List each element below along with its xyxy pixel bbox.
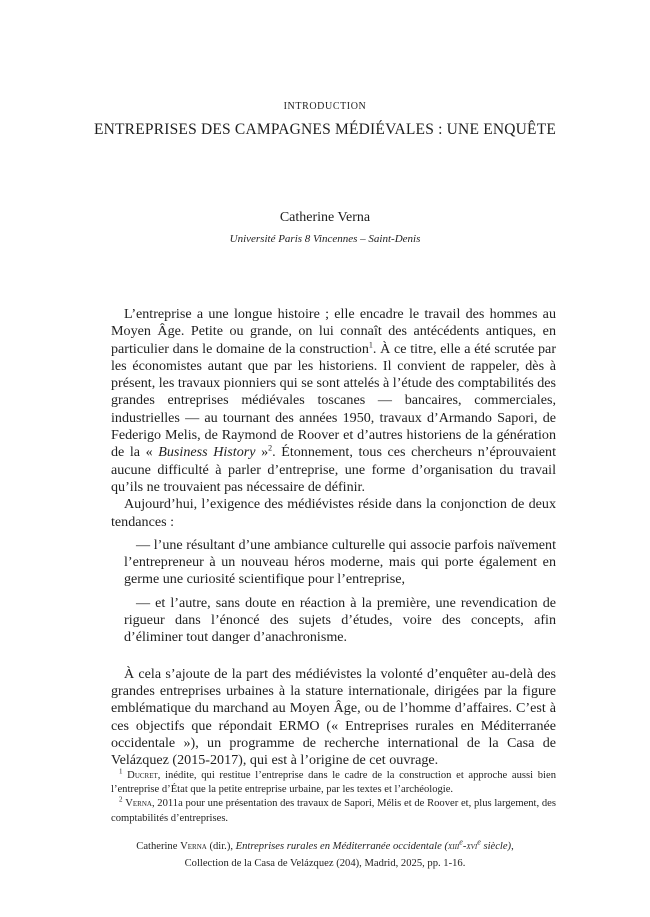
- paragraph-1-part-b: . À ce titre, elle a été scrutée par les économistes autant que par les historiens. Il convient de rappeler, dès à présent, les travaux pionniers qui se sont attelés à l’étude des comptabilités des grandes entreprises médiévales toscanes — bancaires, commerciales, industrielles — au tournant des années 1950, travaux d’Armando Sapori, de Federigo Melis, de Raymond de Roover et d’autres historiens de la génération de la «: [111, 340, 557, 461]
- paragraph-1: [111, 306, 556, 496]
- section-kicker: INTRODUCTION: [283, 101, 367, 112]
- dash-item-2: — et l’autre, sans doute en réaction à la première, une revendication de rigueur dans l’énoncé des sujets d’études, voire des concepts, afin d’éliminer tout danger d’anachronisme.: [124, 594, 556, 646]
- footer-century-end-sup: e: [477, 837, 481, 847]
- paragraph-1-part-c: »: [255, 444, 269, 461]
- footer-editor-first: Catherine: [136, 841, 181, 852]
- footnote-2-text: , 2011a pour une présentation des travaux de Sapori, Mélis et de Roover et, plus largement, des comptabilités d’entreprises.: [111, 798, 556, 824]
- footnote-1-number: 1: [119, 767, 123, 776]
- footer-editor-last: Verna: [180, 841, 207, 852]
- main-text: [111, 306, 556, 769]
- footnote-2-author: Verna: [125, 798, 152, 810]
- footnote-2: [111, 797, 556, 825]
- dash-item-1: — l’une résultant d’une ambiance culturelle qui associe parfois naïvement l’entrepreneur à un nouveau héros moderne, mais qui porte également en germe une curiosité scientifique pour l’entreprise,: [124, 536, 556, 588]
- footnote-1-text: , inédite, qui restitue l’entreprise dans le cadre de la construction et approche aussi bien l’entreprise d’État que la petite entreprise urbaine, par les textes et l’archéologie.: [111, 770, 556, 796]
- paragraph-1-part-a: L’entreprise a une longue histoire ; elle encadre le travail des hommes au Moyen Âge. Petite ou grande, on lui connaît des antécédents antiques, en particulier dans le domaine de la construction: [111, 306, 556, 357]
- footnote-ref-1[interactable]: 1: [368, 339, 373, 349]
- paragraph-3: À cela s’ajoute de la part des médiévistes la volonté d’enquêter au-delà des grandes entreprises urbaines à la stature internationale, dirigées par la figure emblématique du marchand au Moyen Âge, ou de l’homme d’affaires. C’est à ces objectifs que répondait ERMO (« Entreprises rurales en Méditerranée occidentale »), un programme de recherche international de la Casa de Velázquez (2015-2017), qui est à l’origine de cet ouvrage.: [111, 665, 556, 769]
- footnote-ref-2[interactable]: 2: [268, 443, 273, 453]
- footer-citation-line-2: Collection de la Casa de Velázquez (204), Madrid, 2025, pp. 1-16.: [184, 858, 466, 869]
- paragraph-2: Aujourd’hui, l’exigence des médiévistes réside dans la conjonction de deux tendances :: [111, 496, 556, 530]
- footer-comma: ,: [511, 841, 514, 852]
- footnote-1: [111, 769, 556, 797]
- footnotes: [111, 769, 556, 826]
- author-affiliation: Université Paris 8 Vincennes – Saint-Denis: [229, 233, 421, 245]
- page-footer: [0, 838, 650, 872]
- chapter-title: ENTREPRISES DES CAMPAGNES MÉDIÉVALES : UNE ENQUÊTE: [93, 121, 557, 138]
- footer-century-start-sup: e: [459, 837, 463, 847]
- footer-century-end: xvi: [466, 841, 478, 852]
- footer-book-title: [235, 837, 512, 852]
- footnote-2-number: 2: [119, 795, 123, 804]
- footer-citation-line-1: [0, 838, 650, 855]
- footnote-1-author: Ducret: [127, 770, 158, 781]
- footer-century-start: xiii: [447, 841, 460, 852]
- footer-editor-role: (dir.),: [206, 841, 236, 852]
- paragraph-1-part-d: . Étonnement, tous ces chercheurs n’éprouvaient aucune difficulté à parler d’entreprise, une forme d’organisation du travail qu’ils ne trouvaient pas nécessaire de définir.: [111, 444, 556, 495]
- footer-book-title-end: siècle): [480, 841, 512, 852]
- footer-book-title-main: Entreprises rurales en Méditerranée occidentale (: [235, 841, 448, 852]
- footer-century-sep: -: [462, 841, 467, 852]
- business-history-term: Business History: [158, 444, 256, 461]
- author-name: Catherine Verna: [279, 210, 371, 225]
